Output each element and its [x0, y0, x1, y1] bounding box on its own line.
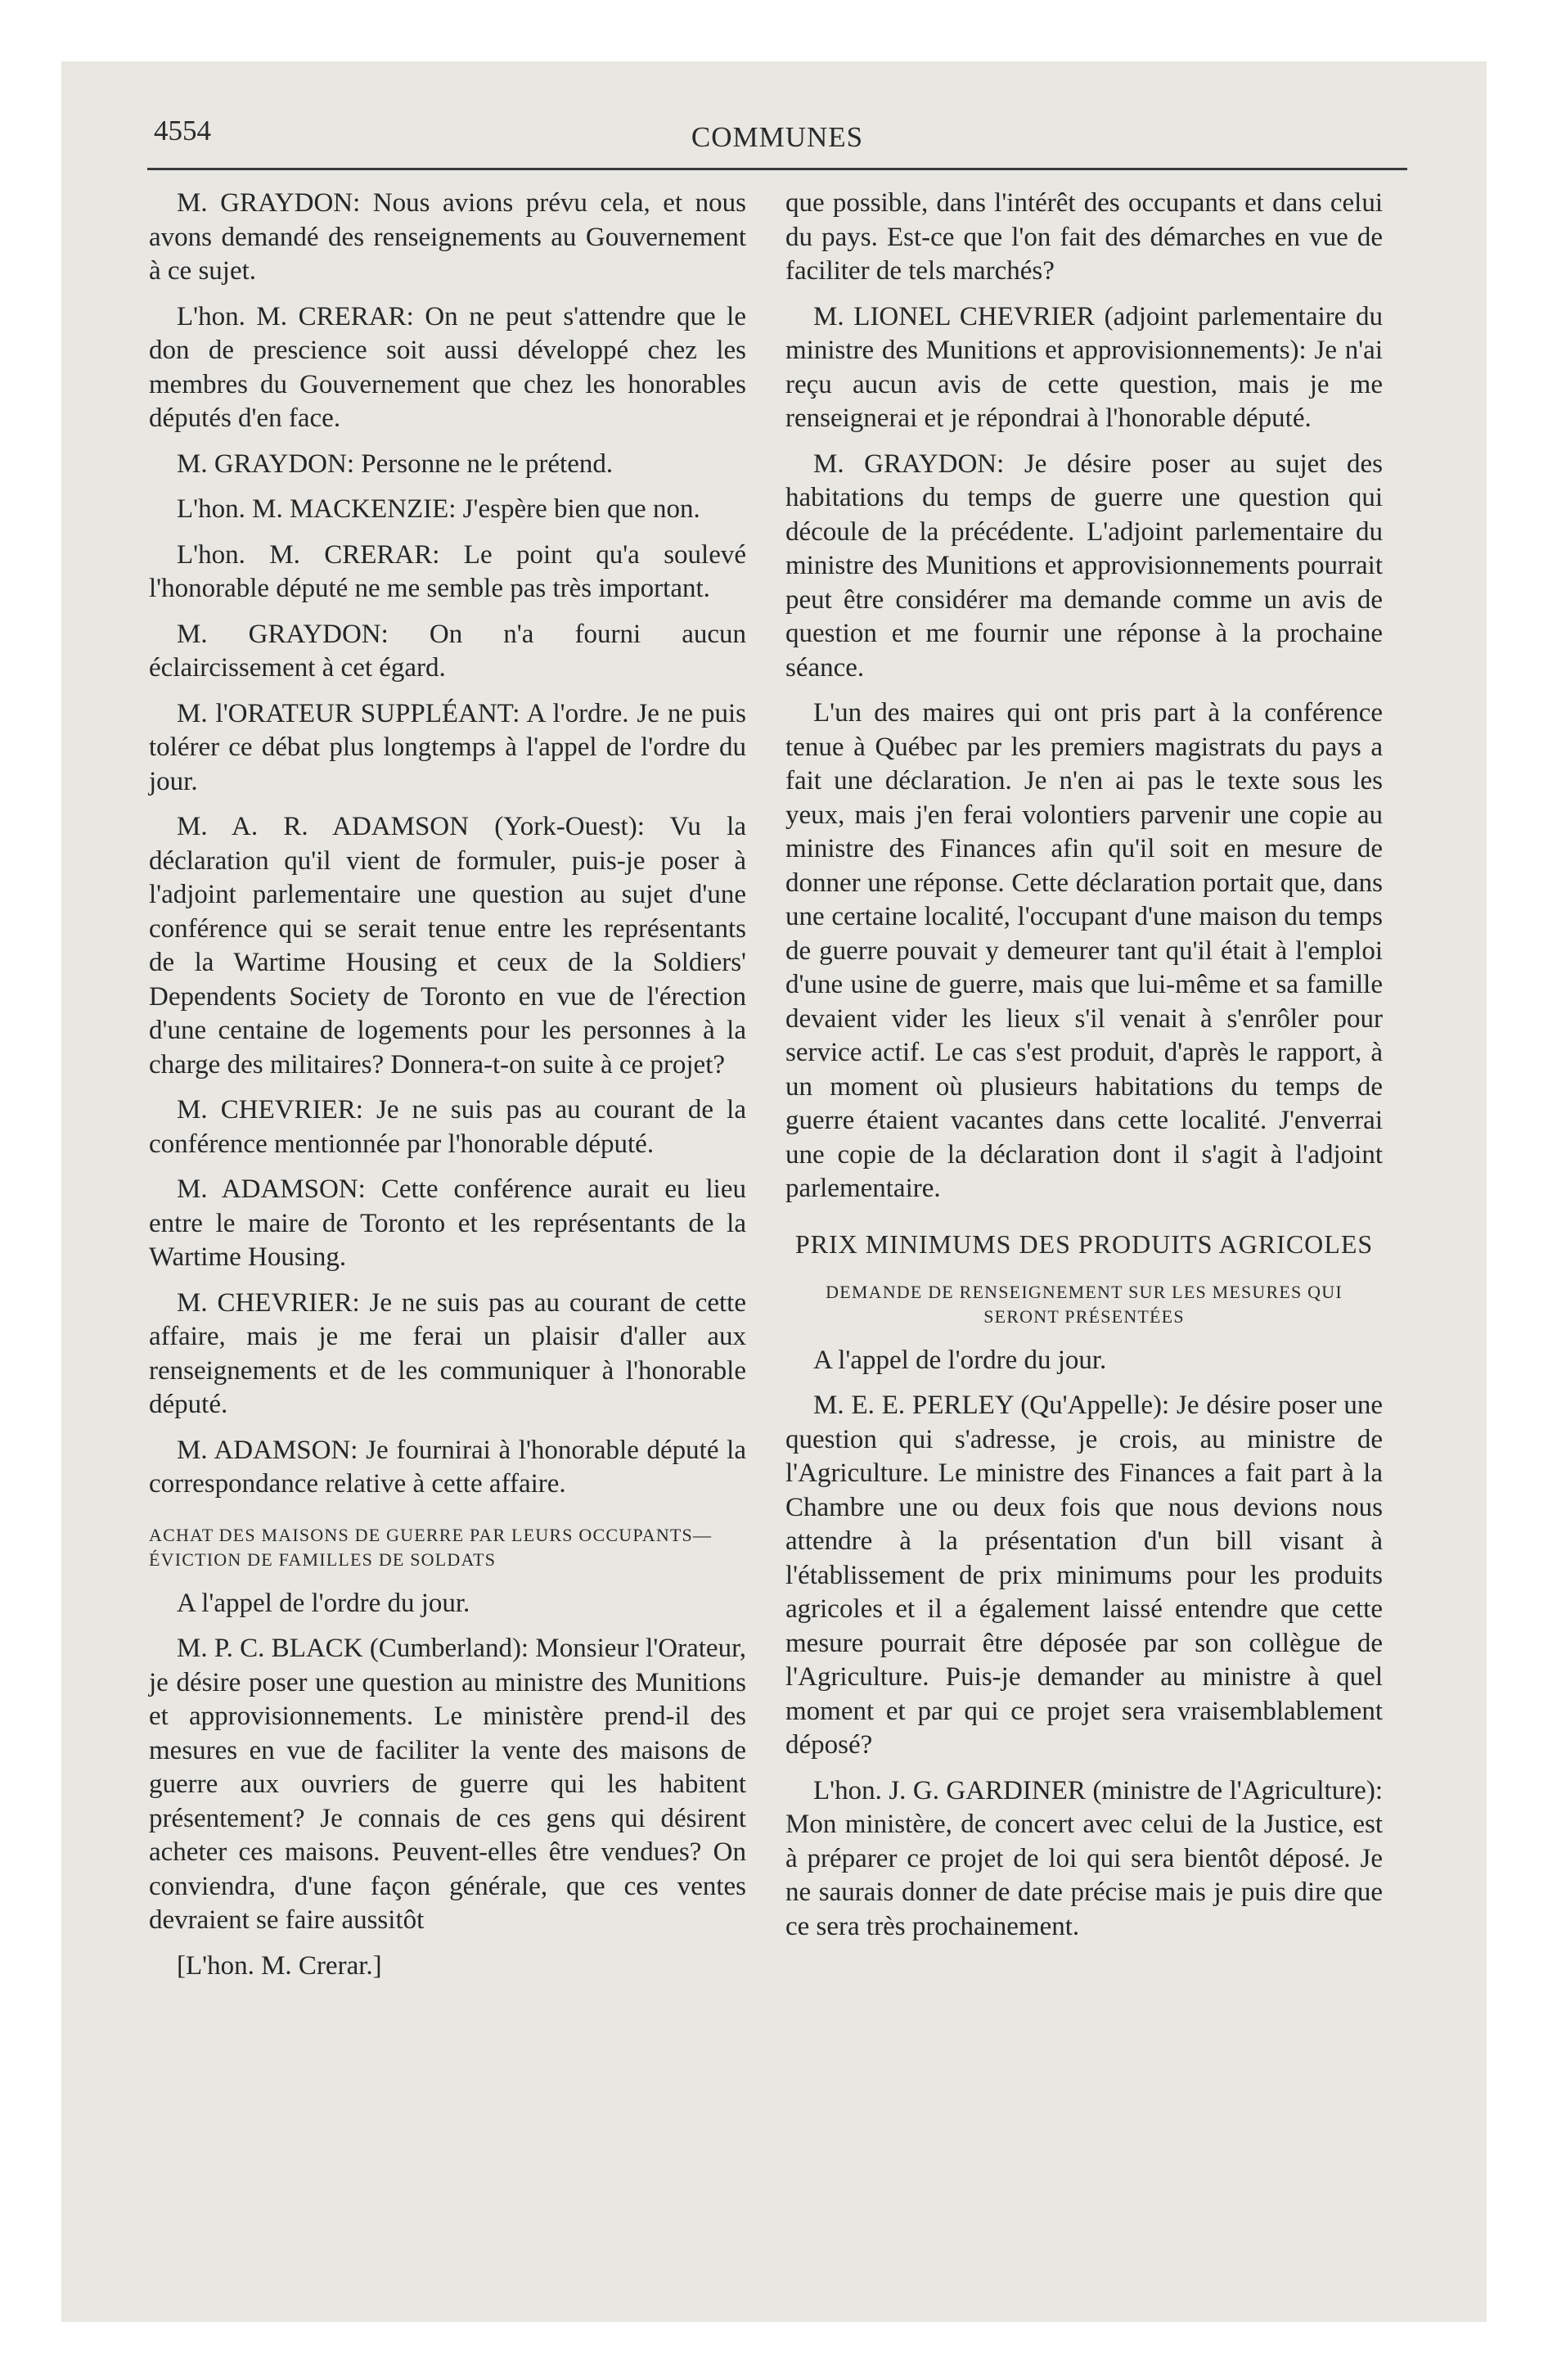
left-column: [149, 187, 746, 1983]
paragraph: M. GRAYDON: Je désire poser au sujet des habitations du temps de guerre une question qui découle de la précédente. L'adjoint parlementaire du ministre des Munitions et approvisionnements pourrait peut être considérer ma demande comme un avis de question et me fournir une réponse à la prochaine séance.: [785, 449, 1383, 683]
paragraph: L'hon. M. CRERAR: On ne peut s'attendre que le don de prescience soit aussi développé chez les membres du Gouvernement que chez les honorables députés d'en face.: [149, 301, 746, 433]
paragraph: M. A. R. ADAMSON (York-Ouest): Vu la déclaration qu'il vient de formuler, puis-je poser à l'adjoint parlementaire une question au sujet d'une conférence qui se serait tenue entre les représentants de la Wartime Housing et ceux de la Soldiers' Dependents Society de Toronto en vue de l'érection d'une centaine de logements pour les personnes à la charge des militaires? Donnera-t-on suite à ce projet?: [149, 812, 746, 1080]
paragraph: M. CHEVRIER: Je ne suis pas au courant de la conférence mentionnée par l'honorable député.: [149, 1095, 746, 1159]
header-rule: [147, 168, 1407, 170]
section-subheading: DEMANDE DE RENSEIGNEMENT SUR LES MESURES QUI SERONT PRÉSENTÉES: [826, 1281, 1343, 1327]
paragraph: M. CHEVRIER: Je ne suis pas au courant de cette affaire, mais je me ferai un plaisir d'aller aux renseignements et de les communiquer à l'honorable député.: [149, 1287, 746, 1419]
page-header: [147, 115, 1407, 164]
paragraph: L'hon. M. CRERAR: Le point qu'a soulevé l'honorable député ne me semble pas très important.: [149, 539, 746, 603]
paragraph: M. P. C. BLACK (Cumberland): Monsieur l'Orateur, je désire poser une question au ministre des Munitions et approvisionnements. Le ministère prend-il des mesures en vue de faciliter la vente des maisons de guerre aux ouvriers de guerre qui les habitent présentement? Je connais de ces gens qui désirent acheter ces maisons. Peuvent-elles être vendues? On conviendra, d'une façon générale, que ces ventes devraient se faire aussitôt: [149, 1634, 746, 1935]
running-title: COMMUNES: [691, 121, 864, 153]
paragraph: M. GRAYDON: Nous avions prévu cela, et nous avons demandé des renseignements au Gouvernement à ce sujet.: [149, 188, 746, 286]
paragraph: A l'appel de l'ordre du jour.: [813, 1345, 1107, 1375]
paragraph: M. GRAYDON: On n'a fourni aucun éclaircissement à cet égard.: [149, 619, 746, 683]
paragraph: L'hon. J. G. GARDINER (ministre de l'Agriculture): Mon ministère, de concert avec celui de la Justice, est à préparer ce projet de loi qui sera bientôt déposé. Je ne saurais donner de date précise mais je puis dire que ce sera très prochainement.: [785, 1775, 1383, 1941]
paragraph: que possible, dans l'intérêt des occupants et dans celui du pays. Est-ce que l'on fait des démarches en vue de faciliter de tels marchés?: [785, 188, 1383, 286]
paragraph: M. E. E. PERLEY (Qu'Appelle): Je désire poser une question qui s'adresse, je crois, au ministre de l'Agriculture. Le ministre des Finances a fait part à la Chambre une ou deux fois que nous devions nous attendre à la présentation d'un bill visant à l'établissement de prix minimums pour les produits agricoles et il a également laissé entendre que cette mesure pourrait être déposée par son collègue de l'Agriculture. Puis-je demander au ministre à quel moment et par qui ce projet sera vraisemblablement déposé?: [785, 1391, 1383, 1760]
paragraph: L'un des maires qui ont pris part à la conférence tenue à Québec par les premiers magistrats du pays a fait une déclaration. Je n'en ai pas le texte sous les yeux, mais j'en ferai volontiers parvenir une copie au ministre des Finances afin qu'il soit en mesure de donner une réponse. Cette déclaration portait que, dans une certaine localité, l'occupant d'une maison du temps de guerre pouvait y demeurer tant qu'il était à l'emploi d'une usine de guerre, mais que lui-même et sa famille devaient vider les lieux s'il venait à s'enrôler pour service actif. Le cas s'est produit, d'après le rapport, à un moment où plusieurs habitations du temps de guerre étaient vacantes dans cette localité. J'enverrai une copie de la déclaration dont il s'agit à l'adjoint parlementaire.: [785, 698, 1383, 1203]
paragraph: L'hon. M. MACKENZIE: J'espère bien que non.: [177, 494, 700, 524]
paragraph: M. l'ORATEUR SUPPLÉANT: A l'ordre. Je ne puis tolérer ce débat plus longtemps à l'appel de l'ordre du jour.: [149, 698, 746, 796]
page-attribution: [L'hon. M. Crerar.]: [177, 1950, 382, 1981]
paragraph: A l'appel de l'ordre du jour.: [177, 1588, 470, 1618]
section-heading: ACHAT DES MAISONS DE GUERRE PAR LEURS OCCUPANTS—ÉVICTION DE FAMILLES DE SOLDATS: [149, 1524, 713, 1570]
paragraph: M. ADAMSON: Cette conférence aurait eu lieu entre le maire de Toronto et les représentants de la Wartime Housing.: [149, 1174, 746, 1272]
paragraph: M. ADAMSON: Je fournirai à l'honorable député la correspondance relative à cette affaire.: [149, 1435, 746, 1499]
section-heading: PRIX MINIMUMS DES PRODUITS AGRICOLES: [794, 1228, 1374, 1259]
paragraph: M. LIONEL CHEVRIER (adjoint parlementaire du ministre des Munitions et approvisionnements): Je n'ai reçu aucun avis de cette question, mais je me renseignerai et je répondrai à l'honorable député.: [785, 301, 1383, 433]
page-number: 4554: [154, 115, 211, 146]
paragraph: M. GRAYDON: Personne ne le prétend.: [177, 449, 614, 479]
right-column: [785, 187, 1383, 1955]
